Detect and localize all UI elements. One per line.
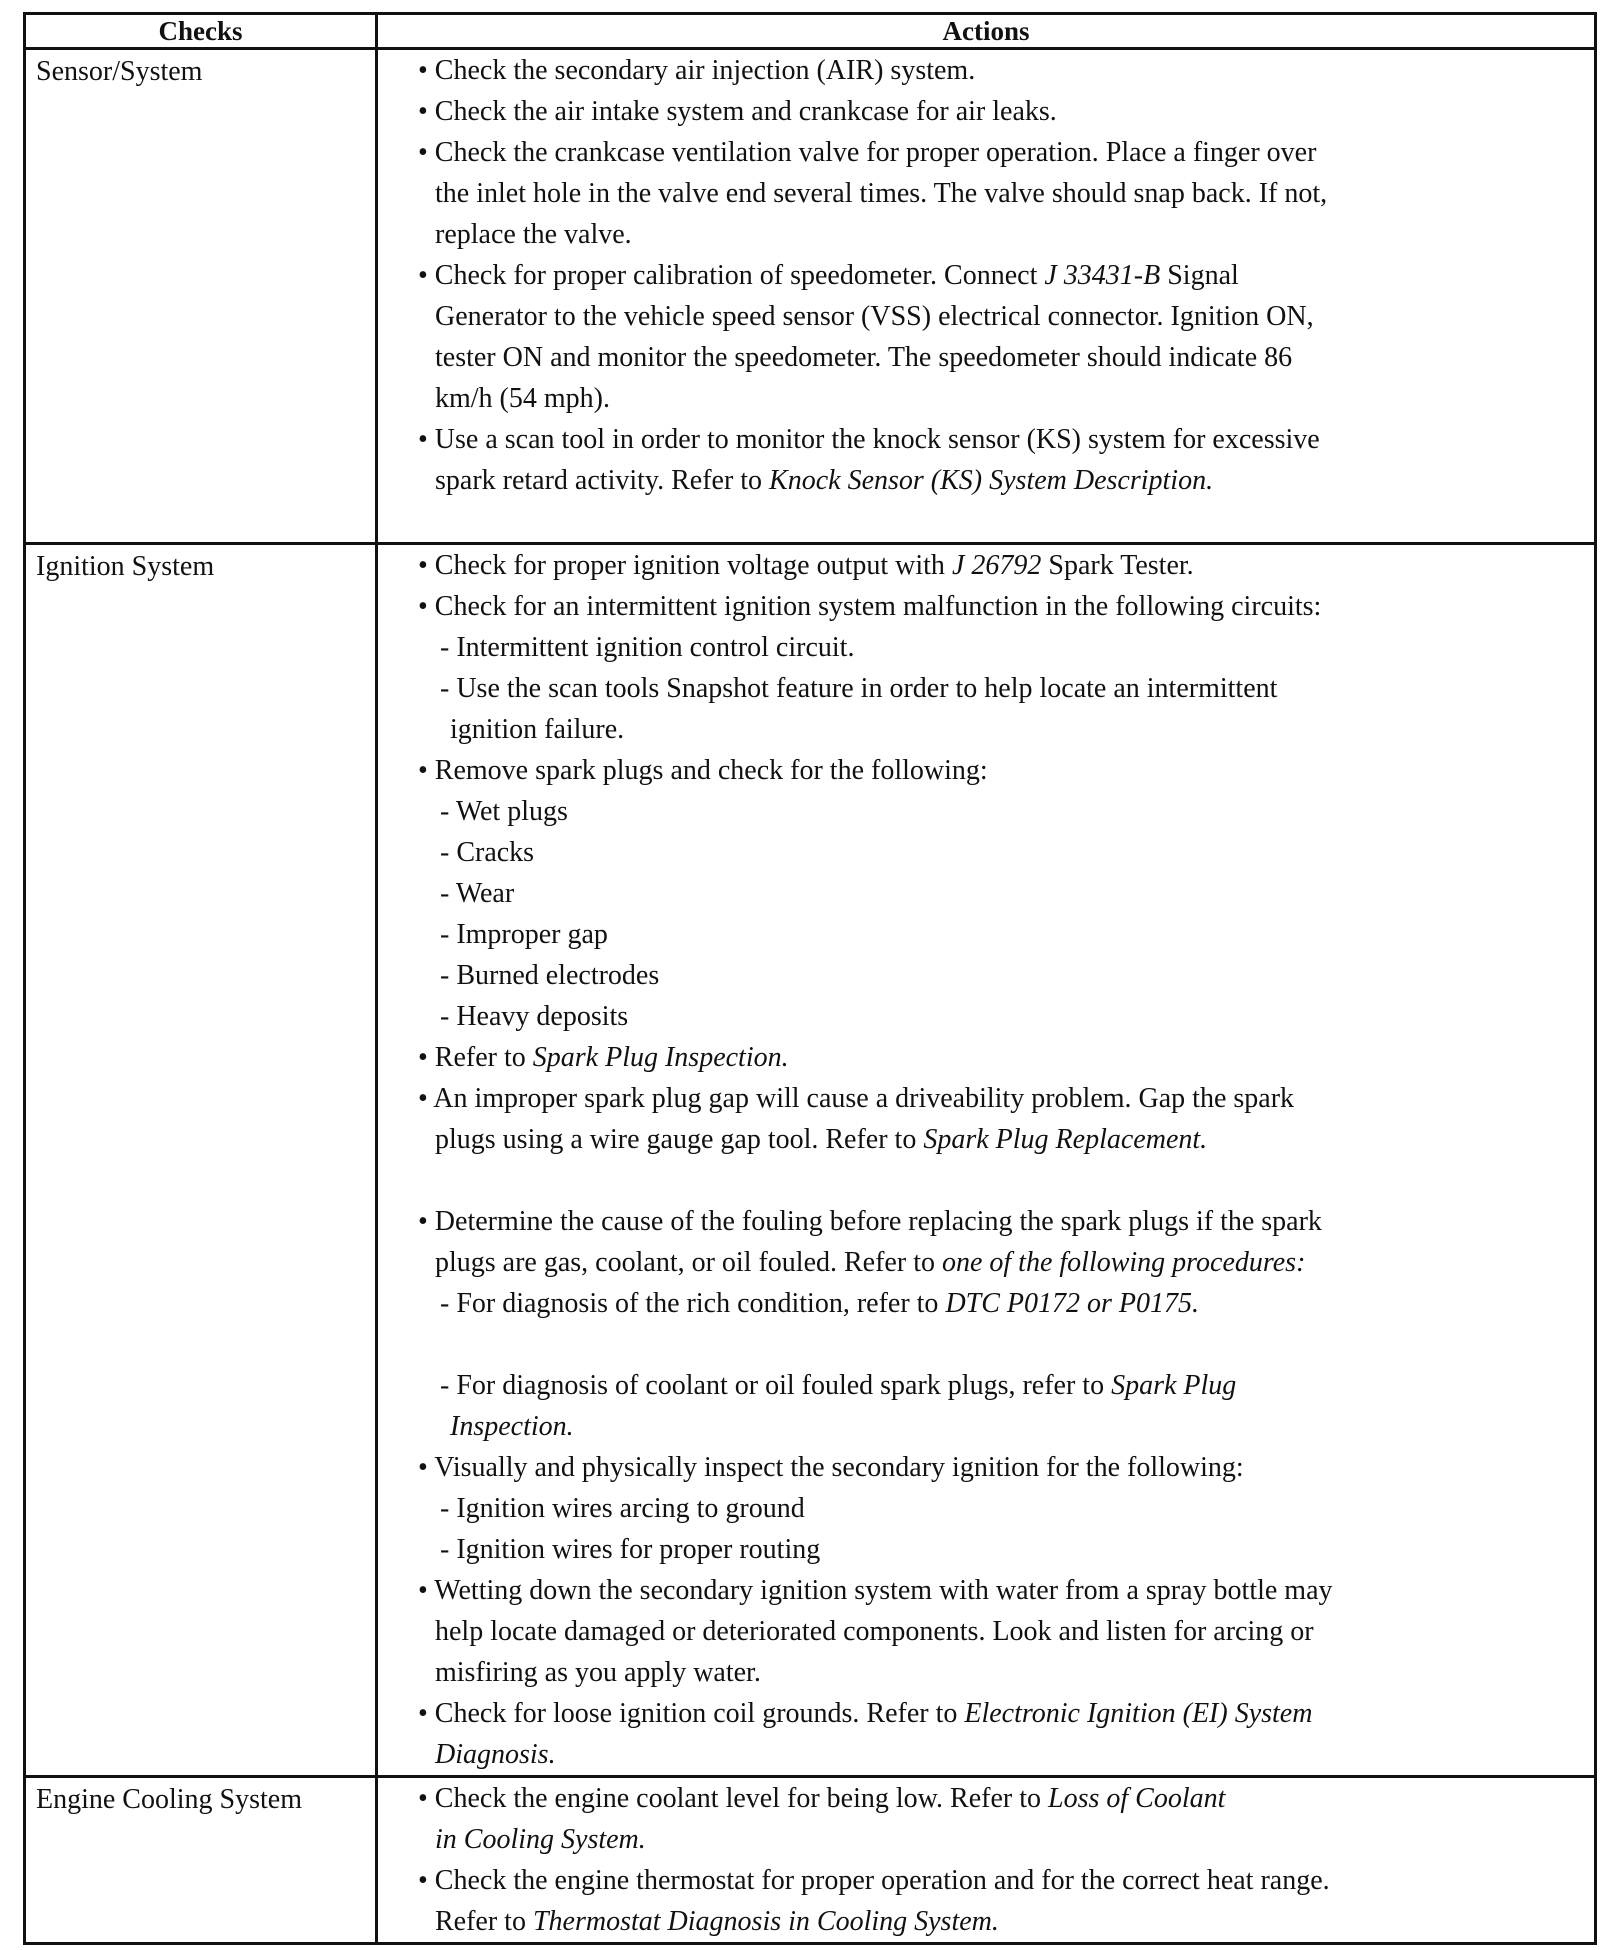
action-text: plugs are gas, coolant, or oil fouled. Refer to	[435, 1247, 942, 1278]
action-text: • Visually and physically inspect the secondary ignition for the following:	[418, 1452, 1244, 1483]
action-text: - Improper gap	[440, 919, 608, 950]
action-line	[378, 1734, 1594, 1775]
action-text: • Refer to	[418, 1042, 533, 1073]
action-line	[378, 545, 1594, 586]
action-text: • Check the air intake system and crankcase for air leaks.	[418, 96, 1057, 127]
action-line	[378, 668, 1594, 709]
action-line	[378, 1819, 1594, 1860]
action-line	[378, 1901, 1594, 1942]
action-text: • Check for proper ignition voltage output with	[418, 550, 952, 581]
action-text: Generator to the vehicle speed sensor (VSS) electrical connector. Ignition ON,	[435, 301, 1314, 332]
action-text: misfiring as you apply water.	[435, 1657, 761, 1688]
action-text: • Check for an intermittent ignition system malfunction in the following circuits:	[418, 591, 1322, 622]
action-line	[378, 832, 1594, 873]
spacer	[378, 1324, 1594, 1365]
reference-text: Thermostat Diagnosis in Cooling System.	[532, 1906, 999, 1937]
checks-actions-table	[23, 12, 1597, 1945]
reference-text: Diagnosis.	[435, 1739, 556, 1770]
action-text: • Check the engine coolant level for being low. Refer to	[418, 1783, 1048, 1814]
reference-text: J 26792	[951, 550, 1042, 581]
action-line	[378, 1860, 1594, 1901]
action-text: - Wear	[440, 878, 515, 909]
action-line	[378, 1778, 1594, 1819]
check-cell: Sensor/System	[25, 49, 377, 544]
spacer	[378, 1160, 1594, 1201]
action-line	[378, 1406, 1594, 1447]
action-line	[378, 1652, 1594, 1693]
table-row	[25, 1777, 1596, 1944]
action-text: - Ignition wires arcing to ground	[440, 1493, 805, 1524]
reference-text: J 33431-B	[1044, 260, 1161, 291]
action-line	[378, 750, 1594, 791]
reference-text: Spark Plug	[1111, 1370, 1237, 1401]
actions-header: Actions	[377, 14, 1596, 49]
table-row	[25, 544, 1596, 1777]
reference-text: Knock Sensor (KS) System Description.	[769, 465, 1214, 496]
action-line	[378, 1078, 1594, 1119]
action-line	[378, 419, 1594, 460]
action-text: the inlet hole in the valve end several times. The valve should snap back. If not,	[435, 178, 1328, 209]
action-text: Refer to	[435, 1906, 533, 1937]
action-text: help locate damaged or deteriorated components. Look and listen for arcing or	[435, 1616, 1314, 1647]
action-line	[378, 1365, 1594, 1406]
action-line	[378, 214, 1594, 255]
action-text: • Wetting down the secondary ignition system with water from a spray bottle may	[418, 1575, 1333, 1606]
action-text: - Ignition wires for proper routing	[440, 1534, 821, 1565]
action-line	[378, 586, 1594, 627]
action-line	[378, 1693, 1594, 1734]
action-text: replace the valve.	[435, 219, 632, 250]
action-text: - Burned electrodes	[440, 960, 660, 991]
reference-text: Inspection.	[450, 1411, 574, 1442]
action-text: • Check the crankcase ventilation valve for proper operation. Place a finger over	[418, 137, 1317, 168]
action-text: Spark Tester.	[1041, 550, 1194, 581]
action-text: • Check the secondary air injection (AIR) system.	[418, 55, 976, 86]
action-text: - For diagnosis of coolant or oil fouled spark plugs, refer to	[440, 1370, 1112, 1401]
action-text: spark retard activity. Refer to	[435, 465, 770, 496]
action-text: ignition failure.	[450, 714, 625, 745]
reference-text: DTC P0172 or P0175.	[945, 1288, 1200, 1319]
action-line	[378, 791, 1594, 832]
action-line	[378, 255, 1594, 296]
reference-text: Spark Plug Inspection.	[532, 1042, 789, 1073]
check-cell: Engine Cooling System	[25, 1777, 377, 1944]
action-text: • An improper spark plug gap will cause a driveability problem. Gap the spark	[418, 1083, 1295, 1114]
action-line	[378, 50, 1594, 91]
action-text: - Heavy deposits	[440, 1001, 629, 1032]
reference-text: Electronic Ignition (EI) System	[964, 1698, 1313, 1729]
action-text: km/h (54 mph).	[435, 383, 610, 414]
action-line	[378, 378, 1594, 419]
action-text: • Check for proper calibration of speedometer. Connect	[418, 260, 1045, 291]
action-line	[378, 460, 1594, 501]
table-row	[25, 49, 1596, 544]
action-line	[378, 1037, 1594, 1078]
action-text: - Intermittent ignition control circuit.	[440, 632, 855, 663]
action-line	[378, 132, 1594, 173]
actions-cell	[377, 1777, 1596, 1944]
action-text: • Determine the cause of the fouling before replacing the spark plugs if the spark	[418, 1206, 1322, 1237]
action-line	[378, 1611, 1594, 1652]
action-line	[378, 91, 1594, 132]
action-line	[378, 1488, 1594, 1529]
action-line	[378, 709, 1594, 750]
action-line	[378, 955, 1594, 996]
action-text: plugs using a wire gauge gap tool. Refer to	[435, 1124, 924, 1155]
action-text: Signal	[1160, 260, 1239, 291]
action-line	[378, 914, 1594, 955]
reference-text: Spark Plug Replacement.	[923, 1124, 1208, 1155]
action-text: - Wet plugs	[440, 796, 568, 827]
action-text: • Use a scan tool in order to monitor the knock sensor (KS) system for excessive	[418, 424, 1320, 455]
action-line	[378, 627, 1594, 668]
table-header-row	[25, 14, 1596, 49]
action-line	[378, 873, 1594, 914]
action-line	[378, 296, 1594, 337]
action-text: • Remove spark plugs and check for the following:	[418, 755, 988, 786]
actions-cell	[377, 49, 1596, 544]
action-line	[378, 337, 1594, 378]
action-line	[378, 173, 1594, 214]
action-text: - For diagnosis of the rich condition, refer to	[440, 1288, 946, 1319]
action-text: • Check for loose ignition coil grounds. Refer to	[418, 1698, 965, 1729]
reference-text: one of the following procedures:	[941, 1247, 1306, 1278]
action-line	[378, 996, 1594, 1037]
reference-text: Loss of Coolant	[1048, 1783, 1226, 1814]
action-text: tester ON and monitor the speedometer. The speedometer should indicate 86	[435, 342, 1293, 373]
action-line	[378, 1529, 1594, 1570]
spacer	[378, 501, 1594, 542]
action-text: - Cracks	[440, 837, 535, 868]
action-line	[378, 1447, 1594, 1488]
action-line	[378, 1242, 1594, 1283]
reference-text: in Cooling System.	[435, 1824, 646, 1855]
check-cell: Ignition System	[25, 544, 377, 1777]
action-line	[378, 1201, 1594, 1242]
actions-cell	[377, 544, 1596, 1777]
action-text: • Check the engine thermostat for proper operation and for the correct heat range.	[418, 1865, 1330, 1896]
action-line	[378, 1570, 1594, 1611]
action-line	[378, 1119, 1594, 1160]
action-text: - Use the scan tools Snapshot feature in order to help locate an intermittent	[440, 673, 1278, 704]
checks-header: Checks	[25, 14, 377, 49]
action-line	[378, 1283, 1594, 1324]
